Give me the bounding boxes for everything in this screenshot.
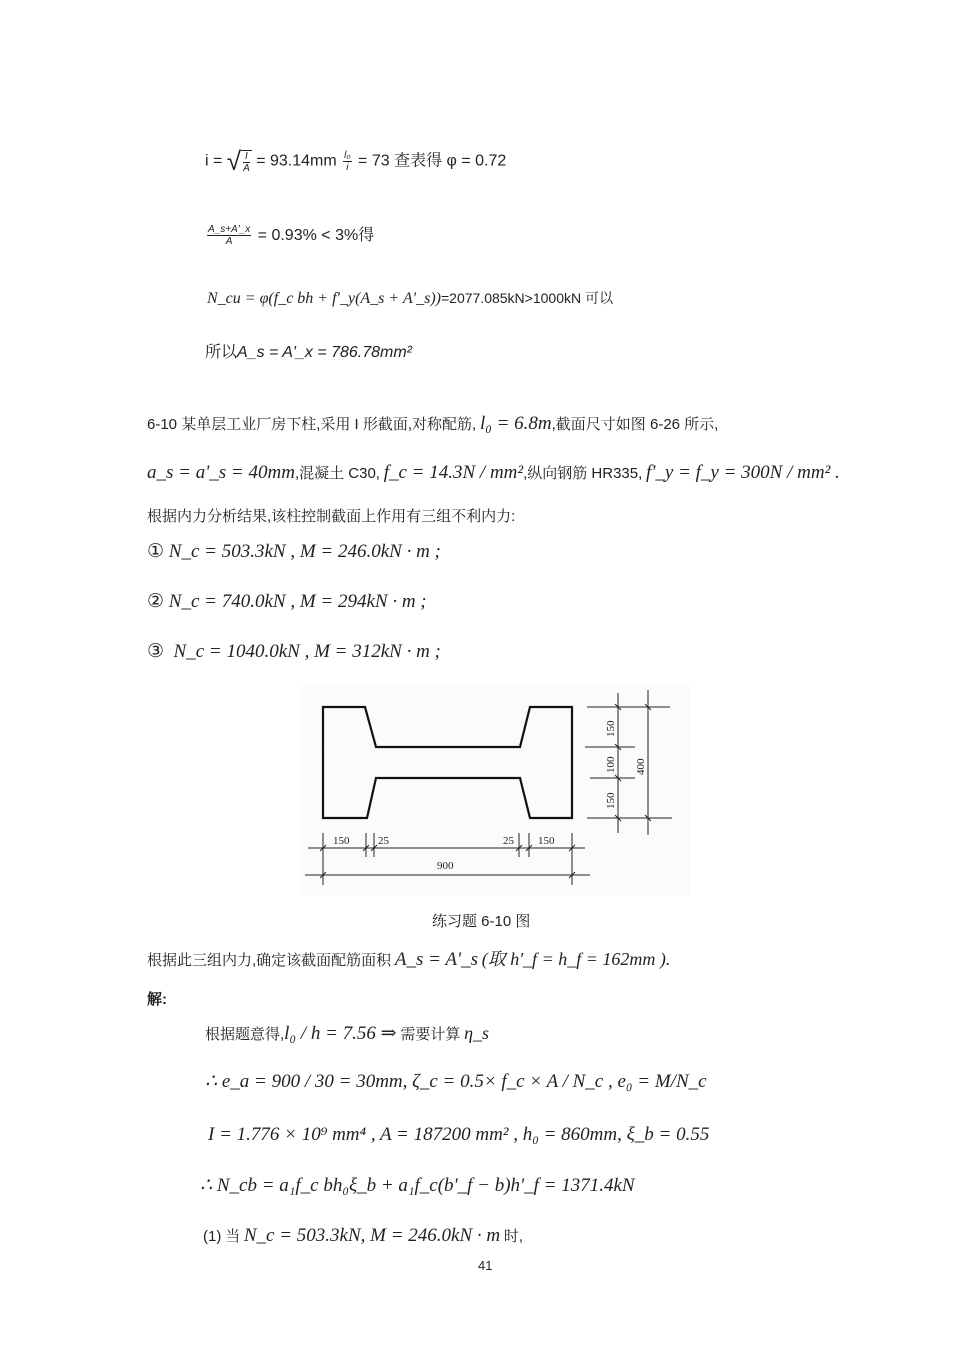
sqrt-sign: √ [226,146,242,176]
ratio-numerator: l₀ [344,150,351,161]
step1-formula: l₀ / h = 7.56 ⇒ [284,1023,397,1044]
step2-formula: ∴ e_a = 900 / 30 = 30mm, ζ_c = 0.5× f_c × A / N_c , e₀ = M/N_c [205,1071,707,1092]
step1-symbol: η_s [464,1023,490,1043]
case-1 [147,540,441,563]
ratio-denominator: A [225,236,233,248]
i-section-figure [300,685,690,895]
solution-label-text: 解: [147,991,167,1008]
solution-label [147,988,167,1009]
ncu-conclusion: 可以 [585,290,614,306]
slenderness-ratio [343,150,351,173]
fc-formula: f_c = 14.3N / mm² [383,462,524,483]
radius-lhs: i = [205,152,223,170]
dim-total-height: 400 [635,758,647,775]
internal-force-intro: 根据内力分析结果,该柱控制截面上作用有三组不利内力: [147,508,516,525]
solution-step-3 [208,1124,709,1146]
case-formula: N_c = 503.3kN , M = 246.0kN · m ; [168,541,441,562]
requirement-formula: A_s = A'_s [394,949,478,970]
case-3 [147,640,441,663]
problem-line-3 [147,505,515,526]
phi-lookup: 查表得 φ = 0.72 [394,152,507,170]
solution-step-5 [203,1225,523,1247]
frac-denominator: A [243,162,250,174]
dim-flange-bottom: 150 [605,792,617,809]
fy-formula: f'_y = f_y = 300N / mm² . [646,462,840,483]
page-number: 41 [478,1258,493,1273]
ratio-result: = 0.93% < 3%得 [257,227,375,244]
requirement-line [147,945,670,971]
case-marker: ① [147,541,165,562]
step5-text: 当 [225,1228,241,1245]
requirement-text: 根据此三组内力,确定该截面配筋面积 [147,952,392,969]
ncu-result: =2077.085kN>1000kN [440,290,582,306]
case-marker: ③ [147,641,165,662]
problem-intro-tail: ,截面尺寸如图 6-26 所示, [551,416,719,433]
frac-numerator: I [245,150,248,162]
l0-formula: l₀ = 6.8m [479,413,552,434]
step4-formula: ∴ N_cb = a₁f_c bh₀ξ_b + a₁f_c(b'_f − b)h'_f = 1371.4kN [200,1175,635,1196]
concrete-text: ,混凝土 C30, [294,465,380,482]
case-formula: N_c = 1040.0kN , M = 312kN · m ; [173,641,441,662]
solution-step-1 [205,1022,489,1045]
reinforcement-ratio-line [205,222,374,247]
figure-caption [432,910,530,931]
dim-taper-left: 25 [378,835,389,847]
dim-web: 100 [605,756,617,773]
as-result-line [205,339,412,362]
dim-flange-left: 150 [333,835,350,847]
requirement-paren: (取 h'_f = h_f = 162mm ). [481,949,671,969]
step3-formula: I = 1.776 × 10⁹ mm⁴ , A = 187200 mm² , h₀ = 860mm, ξ_b = 0.55 [208,1124,710,1145]
ratio-fraction [207,224,251,247]
step1-text-b: 需要计算 [400,1026,461,1043]
dim-total-width: 900 [437,860,454,872]
step5-suffix: 时, [503,1228,524,1245]
solution-step-2 [205,1070,707,1093]
ratio-value: = 73 [358,152,390,170]
radius-formula-line [205,146,506,177]
dim-flange-right: 150 [538,835,555,847]
problem-line-1 [147,413,718,435]
step1-text: 根据题意得, [205,1026,285,1043]
as-cover-formula: a_s = a'_s = 40mm [147,462,295,483]
case-marker: ② [147,591,165,612]
step5-formula: N_c = 503.3kN, M = 246.0kN · m [243,1225,501,1246]
as-prefix: 所以 [205,344,238,361]
problem-intro: 6-10 某单层工业厂房下柱,采用 I 形截面,对称配筋, [147,416,477,433]
step5-label: (1) [203,1228,222,1245]
sqrt-expression [227,146,252,177]
steel-text: ,纵向钢筋 HR335, [523,465,643,482]
solution-step-4 [200,1174,635,1197]
case-formula: N_c = 740.0kN , M = 294kN · m ; [168,591,427,612]
ratio-denominator: i [346,162,349,173]
ncu-formula: N_cu = φ(f_c bh + f'_y(A_s + A'_s)) [207,290,441,307]
as-formula: A_s = A'_x = 786.78mm² [237,344,413,361]
ratio-numerator: A_s+A'_x [208,224,251,236]
dim-flange-top: 150 [605,720,617,737]
problem-line-2 [147,462,840,484]
figure-caption-text: 练习题 6-10 图 [432,913,531,930]
dim-taper-right: 25 [503,835,514,847]
ncu-line [207,288,613,308]
case-2 [147,590,427,613]
radius-value: = 93.14mm [256,152,337,170]
